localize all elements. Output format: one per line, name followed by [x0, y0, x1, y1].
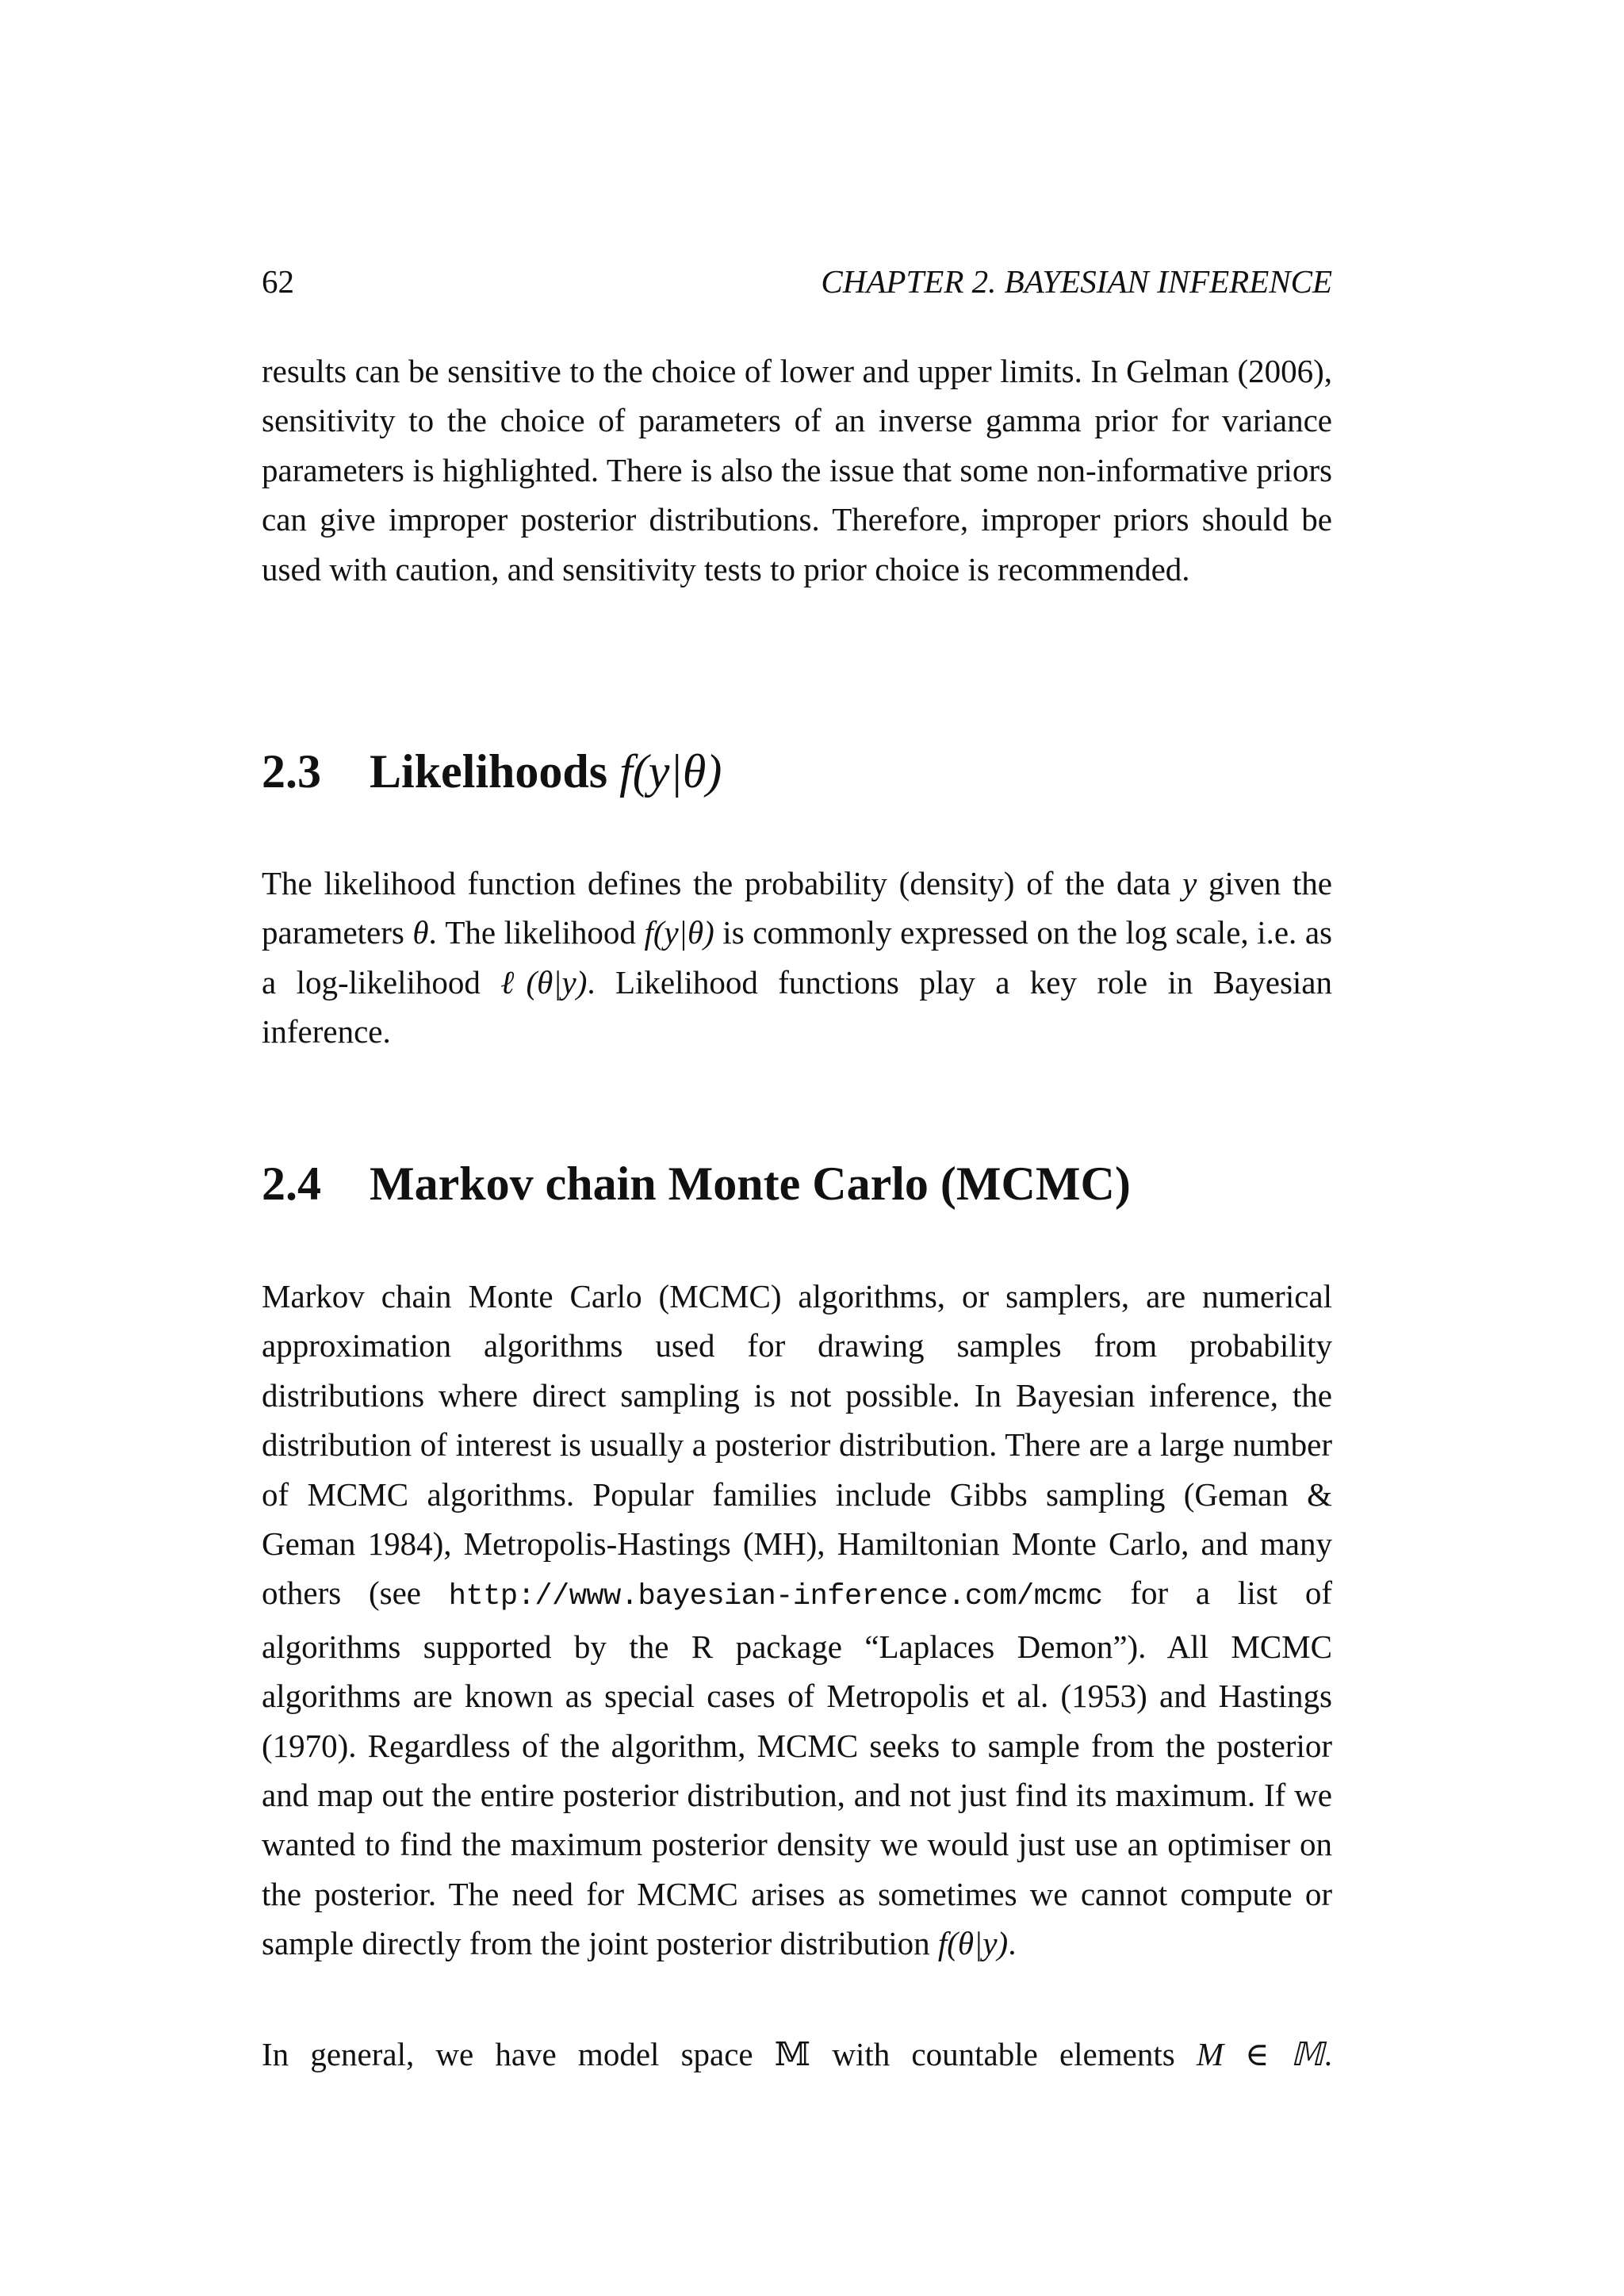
section-title-math: f(y|θ) [619, 745, 722, 798]
text-run: Markov chain Monte Carlo (MCMC) algorithms, or samplers, are numerical approximation algorithms used for drawing samples from probability distributions where direct sampling is not possible. In Bayesian inference, the distribution of interest is usually a posterior distribution. There are a large number of MCMC algorithms. Popular families include Gibbs sampling (Geman & Geman 1984), Metropolis-Hastings (MH), Hamiltonian Monte Carlo, and many others (see [262, 1278, 1332, 1612]
text-run: is commonly expressed on the log scale, i.e. as a log-likelihood [262, 914, 1332, 1001]
section-title: Markov chain Monte Carlo (MCMC) [370, 1158, 1131, 1210]
math-theta: θ [412, 914, 429, 951]
page-number: 62 [262, 263, 294, 300]
section-heading-likelihoods [262, 744, 1332, 799]
math-log-likelihood: ℓ(θ|y) [500, 963, 588, 1001]
paragraph-likelihood [262, 859, 1332, 1057]
text-run: The likelihood function defines the probability (density) of the data [262, 865, 1183, 901]
url-link[interactable]: http://www.bayesian-inference.com/mcmc [448, 1580, 1103, 1614]
math-element: M ∈ 𝕄 [1196, 2036, 1324, 2072]
math-y: y [1182, 865, 1197, 901]
section-number: 2.3 [262, 745, 321, 798]
math-model-space: 𝕄 [774, 2036, 811, 2072]
text-run: . [1323, 2036, 1332, 2072]
text-run: for a list of algorithms supported by the R package “Laplaces Demon”). All MCMC algorithms are known as special cases of Metropolis et al. (1953) and Hastings (1970). Regardless of the algorithm, MCMC seeks to sample from the posterior and map out the entire posterior distribution, and not just find its maximum. If we wanted to find the maximum posterior density we would just use an optimiser on the posterior. The need for MCMC arises as sometimes we cannot compute or sample directly from the joint posterior distribution [262, 1575, 1333, 1962]
chapter-title: CHAPTER 2. BAYESIAN INFERENCE [821, 263, 1332, 300]
text-run: given the parameters [262, 865, 1332, 951]
section-number: 2.4 [262, 1158, 321, 1210]
paragraph-prior-sensitivity: results can be sensitive to the choice of lower and upper limits. In Gelman (2006), sensitivity to the choice of parameters of an inverse gamma prior for variance parameters is highlighted. There is also the issue that some non-informative priors can give improper posterior distributions. Therefore, improper priors should be used with caution, and sensitivity tests to prior choice is recommended. [262, 353, 1332, 587]
section-heading-mcmc [262, 1156, 1332, 1211]
text-run: . The likelihood [428, 914, 645, 951]
text-run: . Likelihood functions play a key role in Bayesian inference. [262, 963, 1332, 1050]
math-posterior: f(θ|y) [937, 1925, 1009, 1962]
math-likelihood: f(y|θ) [644, 914, 714, 951]
section-title: Likelihoods [370, 745, 620, 798]
text-run: In general, we have model space [262, 2036, 775, 2072]
book-page [262, 0, 1332, 2296]
paragraph-mcmc [262, 1272, 1332, 1969]
text-run: with countable elements [810, 2036, 1197, 2072]
text-run: . [1008, 1925, 1017, 1962]
paragraph-model-space [262, 2030, 1332, 2079]
